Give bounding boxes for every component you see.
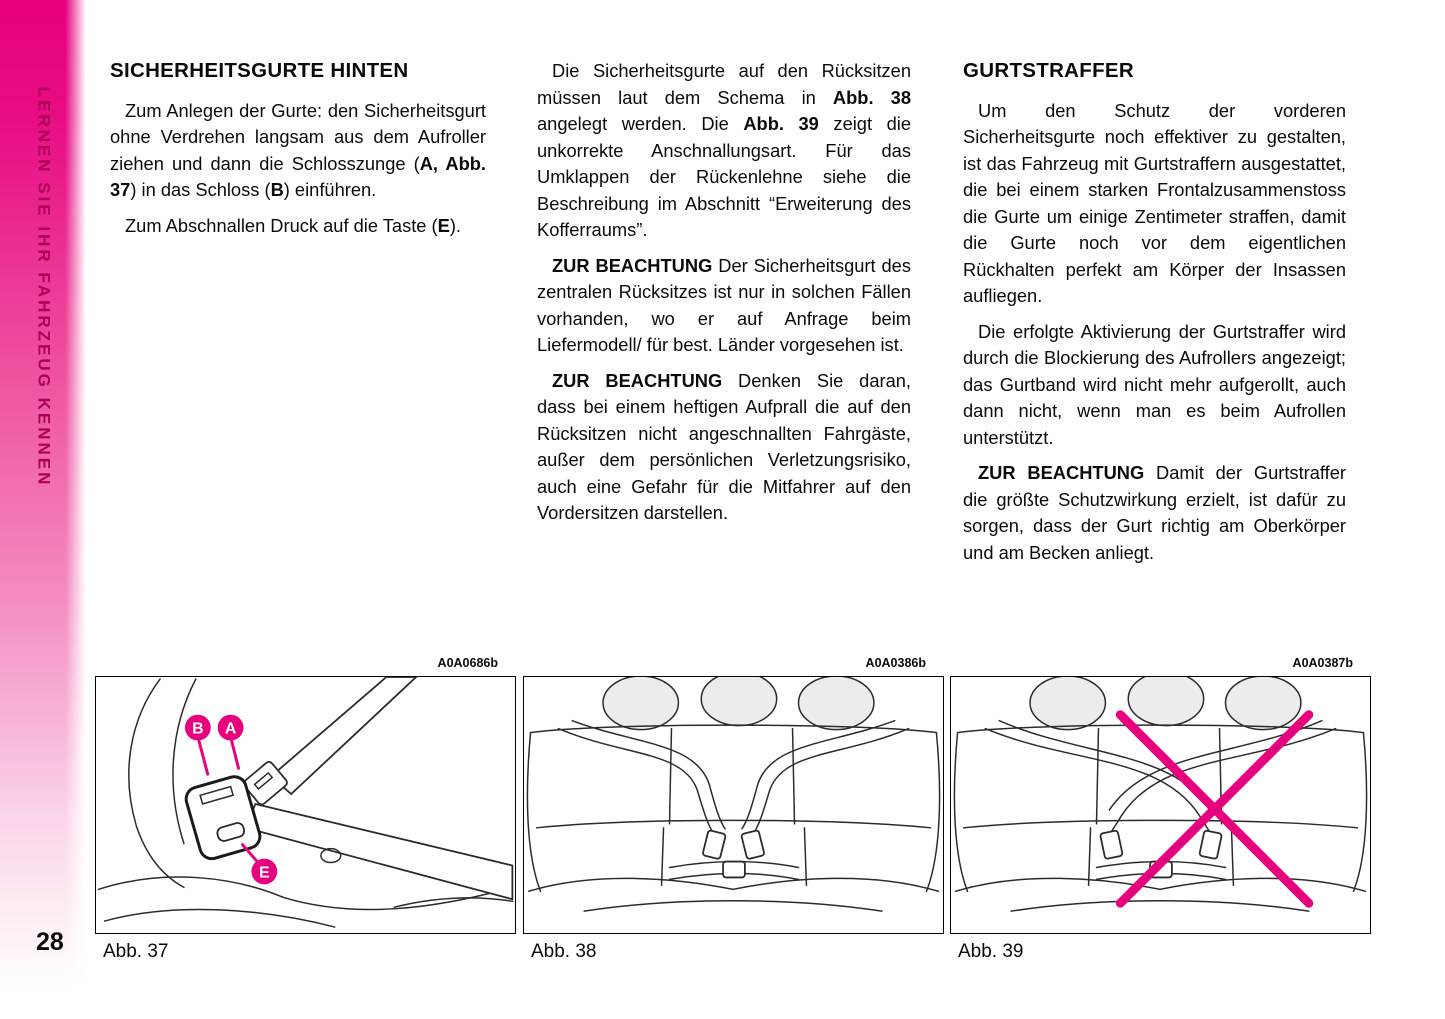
figure-39-caption: Abb. 39 [958, 941, 1024, 962]
page-number: 28 [36, 928, 64, 956]
figure-37-code: A0A0686b [437, 656, 498, 670]
paragraph-ruecksitze-schema: Die Sicherheitsgurte auf den Rücksitzen müssen laut dem Schema in Abb. 38 angelegt werden. Die Abb. 39 zeigt die unkorrekte Anschnallungsart. Für das Umklappen der Rückenlehne siehe die Beschreibung im Abschnitt “Erweiterung des Kofferraums”. [537, 60, 912, 240]
figure-37-frame [95, 676, 516, 934]
paragraph-zur-beachtung-1: ZUR BEACHTUNG Der Sicherheitsgurt des zentralen Rücksitzes ist nur in solchen Fällen vorhanden, wo er auf Anfrage beim Liefermodell/ für best. Länder vorgesehen ist. [537, 254, 911, 355]
marker-a-badge [218, 715, 244, 741]
column-middle [537, 58, 911, 536]
column-right [963, 58, 1346, 575]
paragraph-anlegen: Zum Anlegen der Gurte: den Sicherheitsgurt ohne Verdrehen langsam aus dem Aufroller ziehen und dann die Schlosszunge (A, Abb. 37) in das Schloss (B) einführen. [110, 99, 486, 200]
figure-38-code: A0A0386b [865, 656, 926, 670]
sidebar-chapter [0, 52, 86, 522]
figure-38-caption: Abb. 38 [531, 941, 597, 962]
seatbelt-buckle-illustration [96, 677, 515, 933]
figure-39 [950, 656, 1371, 962]
lap-belt-strap [245, 804, 512, 899]
figure-37-caption: Abb. 37 [103, 941, 169, 962]
rear-seat-correct-belts-illustration [524, 677, 943, 933]
paragraph-zur-beachtung-2: ZUR BEACHTUNG Denken Sie daran, dass bei einem heftigen Aufprall die auf den Rücksitzen nicht angeschnallten Fahrgäste, außer dem persönlichen Verletzungsrisiko, auch eine Gefahr für die Mitfahrer auf den Vordersitzen darstellen. [537, 369, 911, 523]
svg-text:B: B [192, 720, 204, 738]
figure-39-code: A0A0387b [1292, 656, 1353, 670]
paragraph-abschnallen: Zum Abschnallen Druck auf die Taste (E). [125, 214, 462, 236]
marker-b-badge [185, 715, 211, 741]
rear-seat-incorrect-belts-illustration [951, 677, 1370, 933]
sidebar-chapter-label: LERNEN SIE IHR FAHRZEUG KENNEN [34, 86, 53, 488]
marker-e-badge [251, 859, 277, 885]
heading-sicherheitsgurte-hinten: SICHERHEITSGURTE HINTEN [110, 59, 409, 82]
column-left [110, 58, 486, 248]
incorrect-cross-mark [1120, 715, 1309, 904]
shoulder-belt-strap [271, 677, 416, 794]
heading-gurtstraffer: GURTSTRAFFER [963, 59, 1135, 82]
svg-text:A: A [224, 720, 237, 738]
paragraph-gurtstraffer-2: Die erfolgte Aktivierung der Gurtstraffer wird durch die Blockierung des Aufrollers angezeigt; das Gurtband wird nicht mehr aufgerollt, auch dann nicht, wenn man es beim Aufrollen unterstützt. [963, 320, 1346, 448]
figure-38-frame [523, 676, 944, 934]
figure-38 [523, 656, 944, 962]
svg-text:E: E [259, 864, 270, 882]
paragraph-zur-beachtung-3: ZUR BEACHTUNG Damit der Gurtstraffer die größte Schutzwirkung erzielt, ist dafür zu sorgen, dass der Gurt richtig am Oberkörper und am Becken anliegt. [963, 462, 1346, 563]
paragraph-gurtstraffer-1: Um den Schutz der vorderen Sicherheitsgurte noch effektiver zu gestalten, ist das Fahrzeug mit Gurtstraffern ausgestattet, die bei einem starken Frontalzusammenstoss die Gurte um einige Zentimeter straffen, damit die Gurte noch vor dem eigentlichen Rückhalten perfekt am Körper der Insassen aufliegen. [963, 99, 1346, 306]
figure-39-frame [950, 676, 1371, 934]
figure-37 [95, 656, 516, 962]
